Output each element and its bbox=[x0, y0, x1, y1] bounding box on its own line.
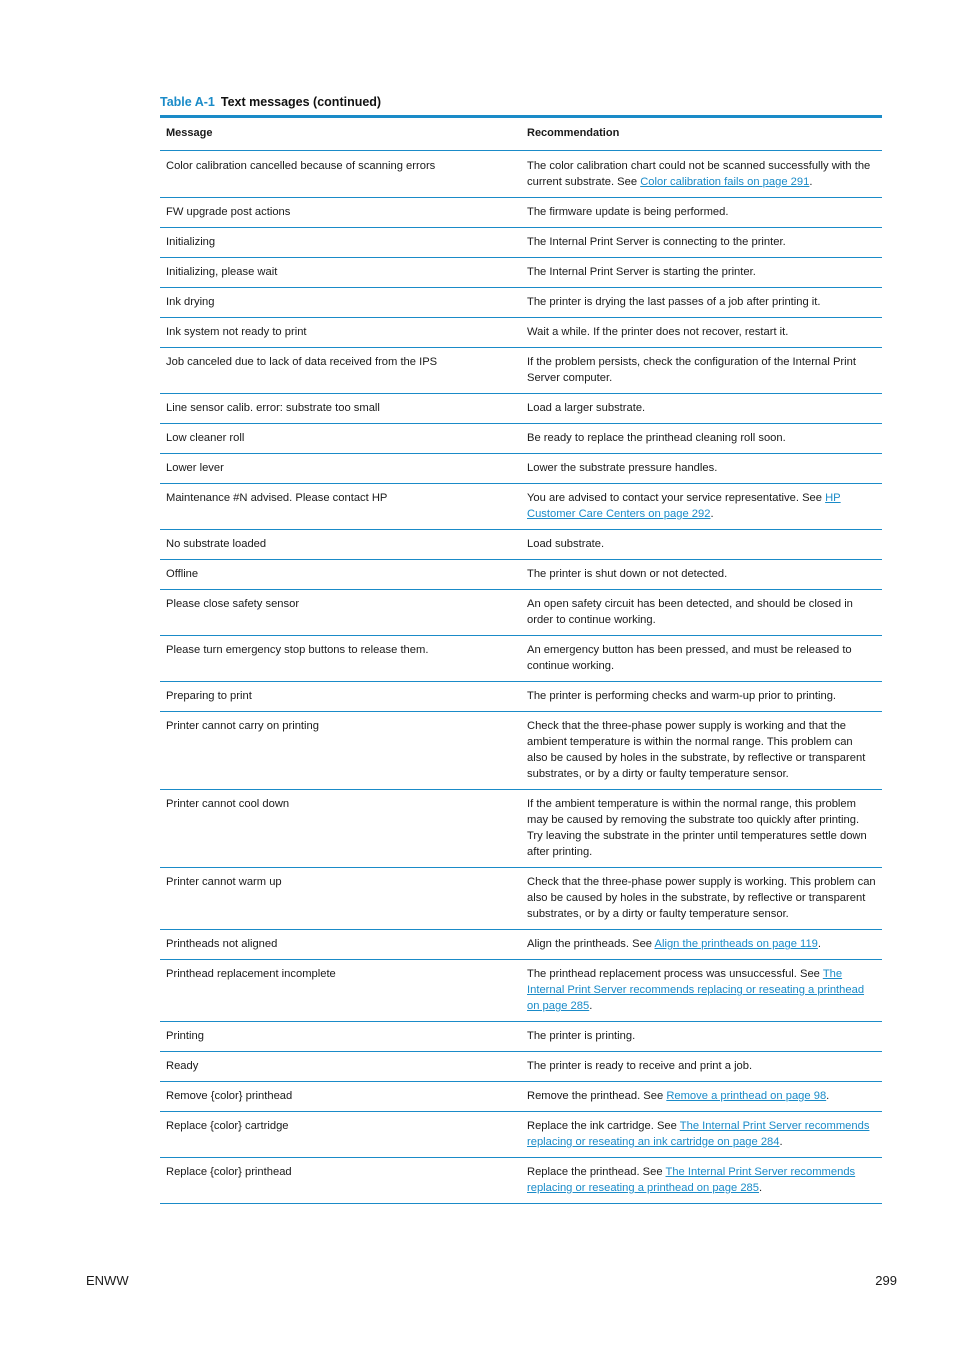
recommendation-cell bbox=[521, 1022, 882, 1052]
recommendation-punctuation: . bbox=[809, 176, 813, 188]
message-cell: Printer cannot cool down bbox=[160, 790, 521, 868]
message-cell: Please close safety sensor bbox=[160, 590, 521, 636]
recommendation-text: If the ambient temperature is within the normal range, this problem may be caused by removing the substrate too quickly after printing. Try leaving the substrate in the printer until temperatures settle down after printing. bbox=[527, 798, 867, 858]
table-row bbox=[160, 960, 882, 1022]
message-cell: Ready bbox=[160, 1052, 521, 1082]
recommendation-text: An open safety circuit has been detected, and should be closed in order to continue working. bbox=[527, 598, 853, 626]
cross-reference-link[interactable]: Color calibration fails on page 291 bbox=[640, 176, 810, 188]
recommendation-text: The printer is printing. bbox=[527, 1030, 636, 1042]
recommendation-text: Be ready to replace the printhead cleaning roll soon. bbox=[527, 432, 786, 444]
recommendation-text: The printer is performing checks and warm-up prior to printing. bbox=[527, 690, 837, 702]
recommendation-cell bbox=[521, 318, 882, 348]
table-row bbox=[160, 930, 882, 960]
table-row bbox=[160, 1112, 882, 1158]
recommendation-text: Load substrate. bbox=[527, 538, 605, 550]
recommendation-cell bbox=[521, 1082, 882, 1112]
table-row bbox=[160, 590, 882, 636]
table-row bbox=[160, 712, 882, 790]
recommendation-punctuation: . bbox=[826, 1090, 830, 1102]
recommendation-cell bbox=[521, 348, 882, 394]
table-row bbox=[160, 1052, 882, 1082]
message-cell: Color calibration cancelled because of scanning errors bbox=[160, 151, 521, 198]
recommendation-cell bbox=[521, 151, 882, 198]
message-cell: Printheads not aligned bbox=[160, 930, 521, 960]
message-cell: Ink system not ready to print bbox=[160, 318, 521, 348]
message-cell: Job canceled due to lack of data received from the IPS bbox=[160, 348, 521, 394]
recommendation-text: The Internal Print Server is connecting to the printer. bbox=[527, 236, 786, 248]
recommendation-text: If the problem persists, check the configuration of the Internal Print Server computer. bbox=[527, 356, 856, 384]
table-row bbox=[160, 288, 882, 318]
message-cell: Preparing to print bbox=[160, 682, 521, 712]
message-cell: Replace {color} printhead bbox=[160, 1158, 521, 1204]
recommendation-cell bbox=[521, 682, 882, 712]
recommendation-cell bbox=[521, 1158, 882, 1204]
recommendation-punctuation: . bbox=[779, 1136, 783, 1148]
table-row bbox=[160, 348, 882, 394]
table-row bbox=[160, 1158, 882, 1204]
recommendation-text: The firmware update is being performed. bbox=[527, 206, 729, 218]
recommendation-text: The printer is ready to receive and print a job. bbox=[527, 1060, 753, 1072]
table-row bbox=[160, 636, 882, 682]
message-cell: Low cleaner roll bbox=[160, 424, 521, 454]
recommendation-punctuation: . bbox=[817, 938, 822, 950]
table-row bbox=[160, 228, 882, 258]
table-row bbox=[160, 682, 882, 712]
recommendation-punctuation: . bbox=[759, 1182, 763, 1194]
message-cell: Initializing, please wait bbox=[160, 258, 521, 288]
recommendation-text: The color calibration chart could not be scanned successfully with the current substrate. See bbox=[527, 160, 871, 188]
recommendation-text: The printer is shut down or not detected. bbox=[527, 568, 728, 580]
recommendation-cell bbox=[521, 590, 882, 636]
text-messages-table bbox=[160, 115, 882, 1204]
recommendation-text: Check that the three-phase power supply is working. This problem can also be caused by holes in the substrate, by reflective or transparent substrates, or by a dirty or faulty temperature sensor. bbox=[527, 876, 876, 920]
table-row bbox=[160, 868, 882, 930]
message-cell: FW upgrade post actions bbox=[160, 198, 521, 228]
table-row bbox=[160, 198, 882, 228]
footer-label: ENWW bbox=[86, 1273, 129, 1288]
message-cell: Printer cannot carry on printing bbox=[160, 712, 521, 790]
message-cell: Replace {color} cartridge bbox=[160, 1112, 521, 1158]
recommendation-punctuation: . bbox=[589, 1000, 593, 1012]
recommendation-cell bbox=[521, 198, 882, 228]
table-row bbox=[160, 560, 882, 590]
cross-reference-link[interactable]: The Internal Print Server recommends replacing or reseating a printhead on page 285 bbox=[527, 968, 865, 1012]
recommendation-cell bbox=[521, 560, 882, 590]
message-cell: Remove {color} printhead bbox=[160, 1082, 521, 1112]
message-cell: Offline bbox=[160, 560, 521, 590]
cross-reference-link[interactable]: The Internal Print Server recommends replacing or reseating a printhead on page 285 bbox=[527, 1166, 856, 1194]
message-cell: Printhead replacement incomplete bbox=[160, 960, 521, 1022]
table-row bbox=[160, 424, 882, 454]
recommendation-cell bbox=[521, 484, 882, 530]
recommendation-text: The printer is drying the last passes of a job after printing it. bbox=[527, 296, 821, 308]
recommendation-text: Replace the printhead. See bbox=[527, 1166, 666, 1178]
table-row bbox=[160, 484, 882, 530]
recommendation-cell bbox=[521, 258, 882, 288]
message-cell: Please turn emergency stop buttons to release them. bbox=[160, 636, 521, 682]
recommendation-text: Check that the three-phase power supply is working and that the ambient temperature is within the normal range. This problem can also be caused by holes in the substrate, by reflective or transparent substrates, or by a dirty or faulty temperature sensor. bbox=[527, 720, 866, 780]
cross-reference-link[interactable]: The Internal Print Server recommends replacing or reseating an ink cartridge on page 284 bbox=[527, 1120, 870, 1148]
table-row bbox=[160, 1022, 882, 1052]
table-row bbox=[160, 1082, 882, 1112]
recommendation-cell bbox=[521, 394, 882, 424]
recommendation-text: Align the printheads. See bbox=[527, 938, 655, 950]
recommendation-cell bbox=[521, 636, 882, 682]
recommendation-cell bbox=[521, 868, 882, 930]
header-recommendation: Recommendation bbox=[521, 117, 882, 151]
recommendation-punctuation: . bbox=[710, 508, 714, 520]
recommendation-text: Load a larger substrate. bbox=[527, 402, 646, 414]
table-caption bbox=[160, 95, 381, 109]
message-cell: Lower lever bbox=[160, 454, 521, 484]
recommendation-text: An emergency button has been pressed, and must be released to continue working. bbox=[527, 644, 852, 672]
recommendation-cell bbox=[521, 530, 882, 560]
recommendation-text: The printhead replacement process was unsuccessful. See bbox=[527, 968, 823, 980]
recommendation-text: Wait a while. If the printer does not recover, restart it. bbox=[527, 326, 789, 338]
table-row bbox=[160, 151, 882, 198]
table-number: Table A-1 bbox=[160, 95, 215, 109]
table-row bbox=[160, 318, 882, 348]
message-cell: No substrate loaded bbox=[160, 530, 521, 560]
table-title: Text messages (continued) bbox=[220, 95, 382, 109]
recommendation-cell bbox=[521, 1052, 882, 1082]
recommendation-cell bbox=[521, 228, 882, 258]
recommendation-cell bbox=[521, 288, 882, 318]
recommendation-cell bbox=[521, 424, 882, 454]
table-row bbox=[160, 258, 882, 288]
cross-reference-link[interactable]: Remove a printhead on page 98 bbox=[666, 1090, 827, 1102]
recommendation-cell bbox=[521, 712, 882, 790]
header-message: Message bbox=[160, 117, 521, 151]
message-cell: Ink drying bbox=[160, 288, 521, 318]
recommendation-text: Remove the printhead. See bbox=[527, 1090, 667, 1102]
recommendation-text: You are advised to contact your service representative. See bbox=[527, 492, 826, 504]
message-cell: Maintenance #N advised. Please contact HP bbox=[160, 484, 521, 530]
message-cell: Line sensor calib. error: substrate too small bbox=[160, 394, 521, 424]
recommendation-text: Replace the ink cartridge. See bbox=[527, 1120, 680, 1132]
message-cell: Printing bbox=[160, 1022, 521, 1052]
recommendation-cell bbox=[521, 960, 882, 1022]
cross-reference-link[interactable]: Align the printheads on page 119 bbox=[654, 938, 818, 950]
table-row bbox=[160, 530, 882, 560]
recommendation-cell bbox=[521, 930, 882, 960]
recommendation-text: Lower the substrate pressure handles. bbox=[527, 462, 718, 474]
message-cell: Printer cannot warm up bbox=[160, 868, 521, 930]
recommendation-cell bbox=[521, 790, 882, 868]
page-number: 299 bbox=[875, 1273, 897, 1288]
table-row bbox=[160, 454, 882, 484]
cross-reference-link[interactable]: HP Customer Care Centers on page 292 bbox=[527, 492, 841, 520]
recommendation-cell bbox=[521, 1112, 882, 1158]
recommendation-text: The Internal Print Server is starting the printer. bbox=[527, 266, 756, 278]
recommendation-cell bbox=[521, 454, 882, 484]
table-row bbox=[160, 394, 882, 424]
message-cell: Initializing bbox=[160, 228, 521, 258]
table-header-row bbox=[160, 117, 882, 151]
table-row bbox=[160, 790, 882, 868]
